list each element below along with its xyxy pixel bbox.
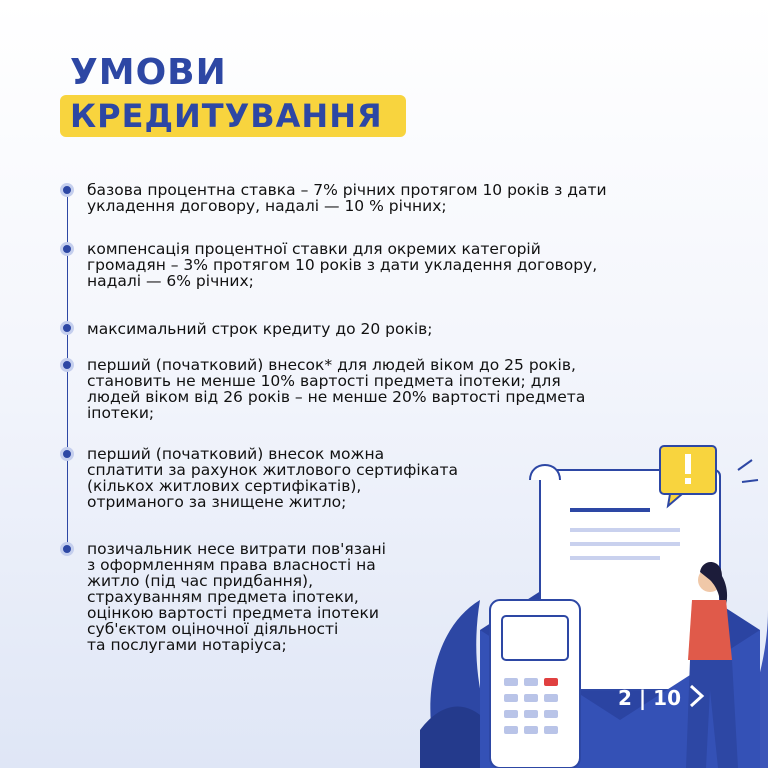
list-item: максимальний строк кредиту до 20 років; — [87, 320, 433, 338]
bullet-dot-icon — [60, 358, 74, 372]
list-item: компенсація процентної ставки для окремих категорій громадян – 3% протягом 10 років з дати укладення договору, надалі — 6% річних; — [87, 240, 598, 290]
page-title-line1: УМОВИ — [70, 52, 227, 93]
list-item: перший (початковий) внесок можна сплатити за рахунок житлового сертифіката (кількох житлових сертифікатів), отриманого за знищене житло; — [87, 445, 459, 511]
bullet-dot-icon — [60, 183, 74, 197]
bullet-dot-icon — [60, 447, 74, 461]
illustration — [420, 430, 768, 768]
page-title-line2: КРЕДИТУВАННЯ — [60, 95, 406, 137]
doc-line — [570, 542, 680, 546]
exclamation-icon — [685, 454, 691, 474]
bullet-dot-icon — [60, 542, 74, 556]
document-curl — [530, 465, 560, 480]
doc-line — [570, 556, 660, 560]
doc-line — [570, 508, 650, 512]
list-item: перший (початковий) внесок* для людей віком до 25 років, становить не менше 10% вартості предмета іпотеки; для людей віком від 26 років – не менше 20% вартості предмета іпотеки; — [87, 356, 586, 422]
bullet-dot-icon — [60, 242, 74, 256]
person-shirt — [688, 600, 732, 660]
terminal-screen — [502, 616, 568, 660]
doc-line — [570, 528, 680, 532]
chevron-right-icon[interactable] — [688, 684, 706, 708]
page-indicator: 2 | 10 — [618, 686, 681, 710]
list-item: базова процентна ставка – 7% річних протягом 10 років з дати укладення договору, надалі — 10 % річних; — [87, 181, 607, 215]
bullet-dot-icon — [60, 321, 74, 335]
list-item: позичальник несе витрати пов'язані з оформленням права власності на житло (під час придбання), страхуванням предмета іпотеки, оцінкою вартості предмета іпотеки суб'єктом оціночної діяльності та послугами нотаріуса; — [87, 540, 386, 654]
